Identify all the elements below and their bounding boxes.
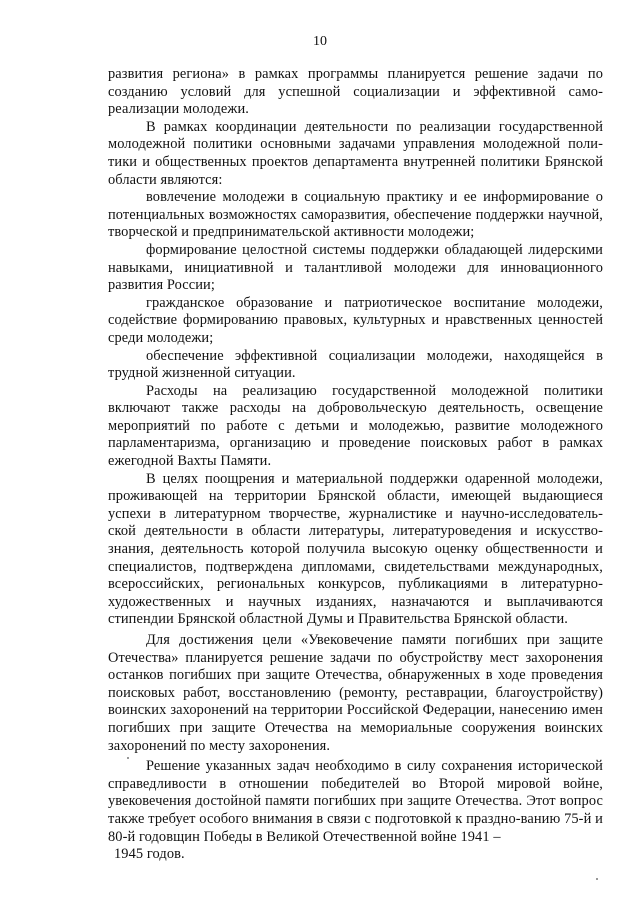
document-body bbox=[108, 66, 603, 864]
list-item-civic-education: гражданское образование и патриотическое воспитание молодежи, содействие формированию правовых, культурных и нравственных ценностей среди молодежи; bbox=[108, 294, 603, 346]
list-item-socialization: обеспечение эффективной социализации молодежи, находящейся в трудной жизненной ситуации. bbox=[108, 347, 603, 382]
scan-speck bbox=[596, 878, 598, 880]
paragraph-historical-justice: Решение указанных задач необходимо в силу сохранения исторической справедливости в отношении победителей во Второй мировой войне, увековечения достойной памяти погибших при защите Отечества. Этот вопрос также требует особого внимания в связи с подготовкой к праздно-ванию 75-й и 80-й годовщин Победы в Великой Отечественной войне 1941 – bbox=[108, 758, 603, 845]
page-number: 10 bbox=[313, 34, 327, 49]
paragraph-coordination-intro: В рамках координации деятельности по реализации государственной молодежной политики основными задачами управления молодежной поли-тики и общественных проектов департамента внутренней политики Брянской области являются: bbox=[108, 118, 603, 188]
scan-speck bbox=[127, 757, 129, 759]
paragraph-expenditures: Расходы на реализацию государственной молодежной политики включают также расходы на добровольческую деятельность, освещение мероприятий по работе с детьми и молодежью, развитие молодежного парламентаризма, организацию и проведение поисковых работ в рамках ежегодной Вахты Памяти. bbox=[108, 382, 603, 470]
paragraph-goal-continuation: развития региона» в рамках программы планируется решение задачи по созданию условий для успешной социализации и эффективной само-реализации молодежи. bbox=[108, 66, 603, 118]
paragraph-closing-line: 1945 годов. bbox=[114, 846, 185, 863]
list-item-social-practice: вовлечение молодежи в социальную практику и ее информирование о потенциальных возможностях саморазвития, обеспечение поддержки научной, творческой и предпринимательской активности молодежи; bbox=[108, 189, 603, 241]
paragraph-scholarships: В целях поощрения и материальной поддержки одаренной молодежи, проживающей на территории Брянской области, имеющей выдающиеся успехи в литературном творчестве, журналистике и научно-исследователь-ской деятельности в области литературы, литературоведения и искусство-знания, деятельность которой получила высокую оценку общественности и специалистов, подтверждена дипломами, свидетельствами международных, всероссийских, региональных конкурсов, публикациями в литературно-художественных и научных изданиях, назначаются и выплачиваются стипендии Брянской областной Думы и Правительства Брянской области. bbox=[108, 470, 603, 628]
paragraph-memorial-goal: Для достижения цели «Увековечение памяти погибших при защите Отечества» планируется решение задачи по обустройству мест захоронения останков погибших при защите Отечества, обнаруженных в ходе проведения поисковых работ, восстановлению (ремонту, реставрации, благоустройству) воинских захоронений на территории Российской Федерации, нанесению имен погибших при защите Отечества на мемориальные сооружения воинских захоронений по месту захоронения. bbox=[108, 632, 603, 754]
list-item-leadership-support: формирование целостной системы поддержки обладающей лидерскими навыками, инициативной и талантливой молодежи для инновационного развития России; bbox=[108, 241, 603, 294]
